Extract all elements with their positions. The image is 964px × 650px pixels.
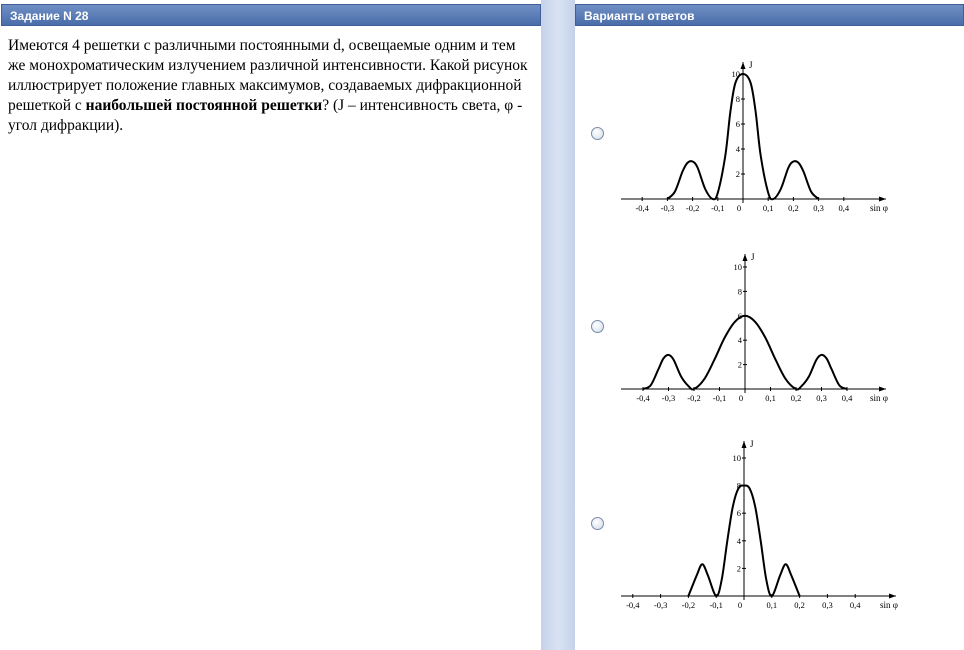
x-tick-label: -0,1: [711, 203, 725, 213]
question-part2: ? (J – интенсивность света, φ - угол дифракции).: [8, 97, 523, 134]
y-tick-label: 2: [735, 169, 740, 179]
x-axis-arrow: [879, 387, 886, 392]
y-tick-label: 6: [737, 310, 742, 321]
x-tick-label: 0,1: [765, 393, 776, 403]
x-tick-label: 0,1: [766, 600, 778, 610]
x-tick-label: 0,1: [762, 203, 774, 213]
x-tick-label: -0,1: [712, 393, 727, 403]
question-text: [8, 36, 533, 136]
y-tick-label: 6: [736, 508, 741, 519]
y-tick-label: 10: [732, 453, 741, 463]
x-axis-label: sin φ: [870, 393, 888, 403]
x-tick-label: 0,3: [816, 393, 827, 403]
x-axis-arrow: [879, 197, 886, 202]
x-tick-label: 0,4: [849, 600, 861, 610]
task-header: Задание N 28: [1, 4, 541, 26]
x-tick-label: -0,3: [653, 600, 668, 610]
answer-chart-1: [618, 56, 893, 221]
x-tick-label: 0: [737, 600, 743, 610]
answer-chart-3: [618, 436, 903, 616]
y-axis-arrow: [742, 441, 747, 448]
x-tick-label: 0,2: [790, 393, 802, 403]
x-tick-label: -0,2: [681, 600, 696, 610]
x-tick-label: 0,3: [822, 600, 833, 610]
x-axis-label: sin φ: [870, 203, 888, 213]
x-tick-label: -0,4: [626, 600, 640, 610]
x-tick-label: -0,4: [635, 203, 649, 213]
y-axis-arrow: [743, 254, 748, 261]
x-tick-label: 0: [738, 393, 744, 403]
panel-divider[interactable]: [541, 0, 575, 650]
y-tick-label: 4: [737, 335, 742, 346]
x-tick-label: 0,4: [838, 203, 850, 213]
y-tick-label: 2: [737, 359, 742, 370]
answer-radio-1[interactable]: [591, 127, 604, 140]
y-axis-label: J: [750, 439, 754, 449]
y-axis-label: J: [751, 252, 755, 262]
answers-header: Варианты ответов: [575, 4, 964, 26]
x-tick-label: -0,4: [636, 393, 650, 403]
x-tick-label: -0,2: [687, 393, 701, 403]
x-tick-label: -0,1: [709, 600, 723, 610]
x-tick-label: -0,2: [685, 203, 700, 213]
y-tick-label: 4: [736, 535, 741, 546]
answer-chart-2: [618, 248, 893, 413]
x-tick-label: -0,3: [661, 393, 676, 403]
y-tick-label: 4: [735, 144, 740, 154]
y-tick-label: 8: [736, 480, 741, 491]
y-tick-label: 10: [733, 262, 742, 272]
question-bold: наибольшей постоянной решетки: [85, 97, 323, 114]
answer-radio-3[interactable]: [591, 517, 604, 530]
x-axis-label: sin φ: [880, 600, 898, 610]
x-tick-label: 0,2: [788, 203, 799, 213]
answer-radio-2[interactable]: [591, 320, 604, 333]
y-tick-label: 2: [736, 563, 741, 574]
y-tick-label: 8: [737, 286, 742, 297]
x-axis-arrow: [889, 594, 896, 599]
y-tick-label: 8: [735, 94, 740, 104]
x-tick-label: 0: [736, 203, 742, 213]
y-tick-label: 6: [735, 119, 740, 129]
y-axis-label: J: [749, 60, 753, 70]
x-tick-label: 0,4: [841, 393, 853, 403]
question-part1: Имеются 4 решетки с различными постоянными d, освещаемые одним и тем же монохроматическим излучением различной интенсивности. Какой рисунок иллюстрирует положение главных максимумов, создаваемых дифракционной решеткой с: [8, 37, 528, 114]
x-tick-label: 0,3: [813, 203, 824, 213]
y-axis-arrow: [741, 62, 746, 69]
x-tick-label: 0,2: [794, 600, 805, 610]
x-tick-label: -0,3: [660, 203, 675, 213]
y-tick-label: 10: [731, 69, 740, 79]
